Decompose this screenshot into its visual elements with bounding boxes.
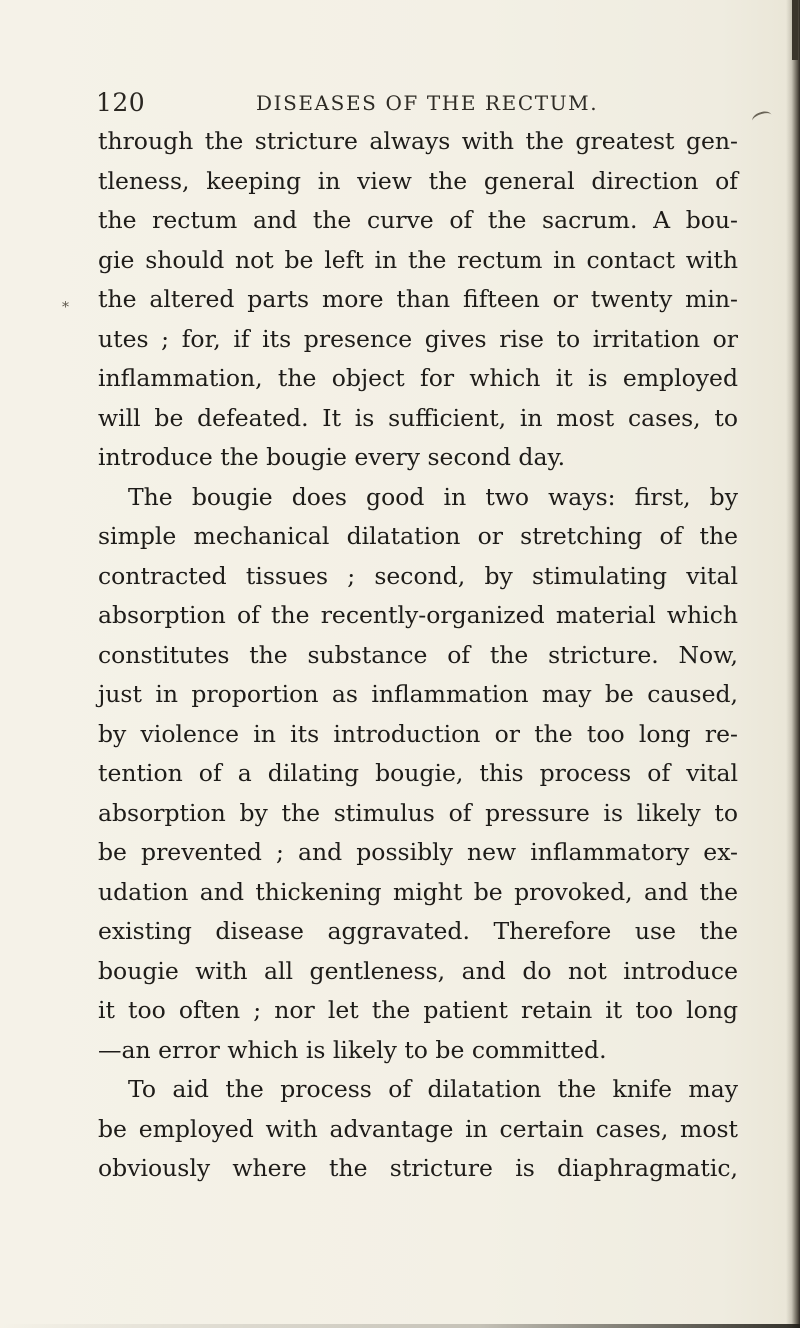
binding-mark — [792, 0, 798, 60]
text-line: by violence in its introduction or the too long re- — [98, 719, 738, 748]
text-line: To aid the process of dilatation the knife may — [128, 1075, 738, 1103]
text-line: obviously where the stricture is diaphragmatic, — [98, 1154, 738, 1182]
text-line: be employed with advantage in certain cases, most — [98, 1114, 738, 1143]
text-line: introduce the bougie every second day. — [98, 443, 566, 471]
running-head: DISEASES OF THE RECTUM. — [256, 91, 599, 115]
text-line: tleness, keeping in view the general direction of — [98, 166, 738, 195]
text-line: through the stricture always with the greatest gen- — [98, 127, 738, 155]
bottom-edge-shadow — [0, 1324, 800, 1328]
text-line: constitutes the substance of the stricture. Now, — [98, 640, 738, 669]
text-line: absorption of the recently-organized material which — [98, 601, 738, 629]
ink-speck — [751, 109, 774, 127]
text-line: absorption by the stimulus of pressure is likely to — [98, 798, 738, 827]
text-line: utes ; for, if its presence gives rise to irritation or — [98, 324, 738, 353]
text-line: just in proportion as inflammation may be caused, — [98, 680, 738, 708]
text-line: simple mechanical dilatation or stretching of the — [98, 522, 738, 550]
text-line: will be defeated. It is sufficient, in most cases, to — [98, 403, 738, 432]
margin-mark-icon: ⁎ — [62, 295, 69, 311]
text-line: be prevented ; and possibly new inflammatory ex- — [98, 838, 738, 866]
text-line: the altered parts more than fifteen or twenty min- — [98, 285, 738, 313]
text-line: existing disease aggravated. Therefore use the — [98, 917, 738, 945]
page-header — [96, 88, 736, 120]
text-line: bougie with all gentleness, and do not introduce — [98, 956, 738, 985]
text-line: —an error which is likely to be committed. — [98, 1035, 607, 1064]
text-line: inflammation, the object for which it is employed — [98, 364, 738, 392]
text-line: contracted tissues ; second, by stimulating vital — [98, 561, 738, 590]
text-line: gie should not be left in the rectum in contact with — [98, 245, 738, 274]
text-line: tention of a dilating bougie, this process of vital — [98, 759, 738, 787]
page-edge-shadow — [786, 0, 800, 1328]
text-line: udation and thickening might be provoked, and the — [98, 877, 738, 906]
page-number: 120 — [96, 88, 146, 117]
text-line: the rectum and the curve of the sacrum. A bou- — [98, 206, 738, 234]
body-text — [98, 122, 738, 1189]
text-line: The bougie does good in two ways: first, by — [128, 482, 738, 511]
text-line: it too often ; nor let the patient retain it too long — [98, 996, 738, 1024]
